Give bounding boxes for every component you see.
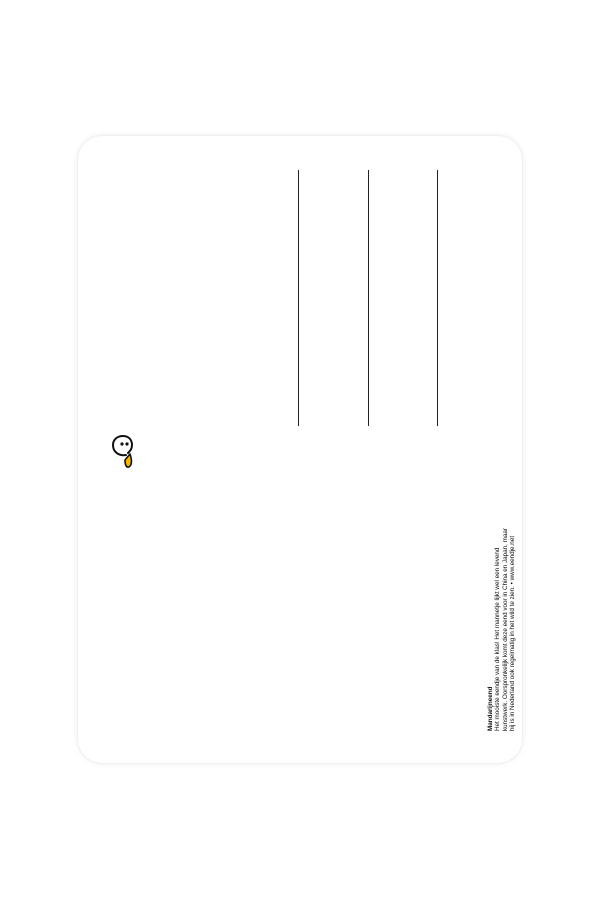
caption-title: Mandarijneend bbox=[487, 686, 494, 731]
caption-line: Het mooiste eendje van de klas! Het mannetje lijkt wel een levend bbox=[494, 547, 502, 731]
address-line-2 bbox=[368, 170, 369, 426]
postcard-back bbox=[78, 136, 522, 763]
duck-head-icon bbox=[108, 434, 140, 470]
caption-line: hij is in Nederland ook regelmatig in het wild te zien. • www.eendje.net bbox=[509, 535, 517, 731]
caption-line: kunstwerk. Oorspronkelijk komt deze eend voor in China en Japan, maar bbox=[501, 527, 509, 731]
caption bbox=[487, 491, 517, 731]
address-line-3 bbox=[437, 170, 438, 426]
address-line-1 bbox=[298, 170, 299, 426]
